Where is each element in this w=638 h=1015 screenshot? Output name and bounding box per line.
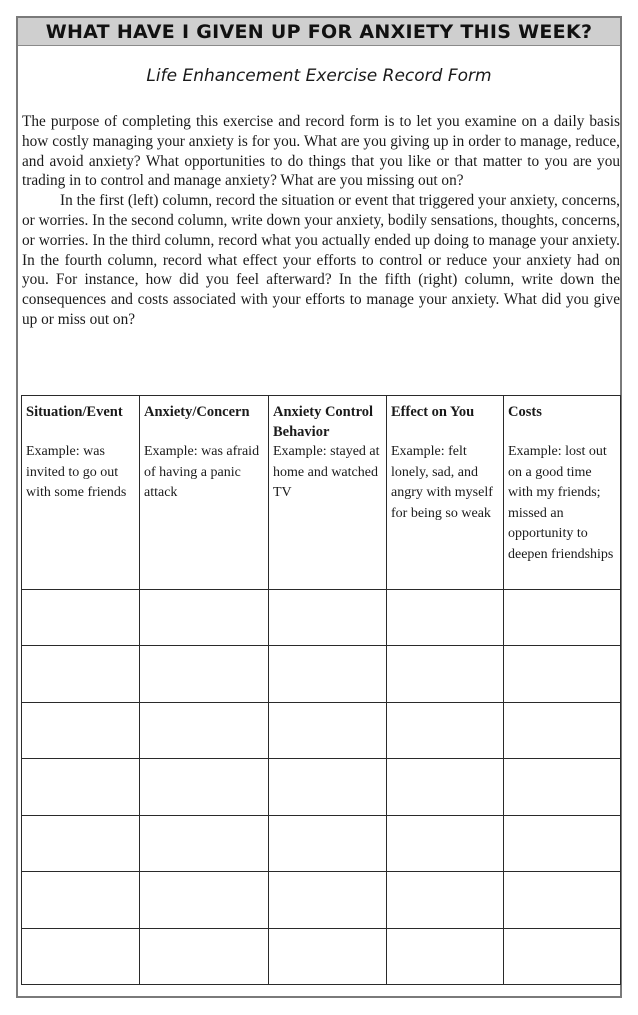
entry-cell-costs[interactable] bbox=[504, 872, 621, 929]
entry-cell-anxiety-concern[interactable] bbox=[140, 759, 269, 816]
table-row bbox=[22, 702, 621, 759]
entry-cell-effect[interactable] bbox=[387, 702, 504, 759]
instructions bbox=[22, 112, 620, 330]
entry-cell-control-behavior[interactable] bbox=[269, 872, 387, 929]
column-header-anxiety-concern: Anxiety/Concern bbox=[140, 396, 269, 443]
entry-cell-control-behavior[interactable] bbox=[269, 646, 387, 703]
entry-cell-situation[interactable] bbox=[22, 928, 140, 985]
entry-cell-costs[interactable] bbox=[504, 646, 621, 703]
entry-cell-anxiety-concern[interactable] bbox=[140, 928, 269, 985]
entry-cell-anxiety-concern[interactable] bbox=[140, 815, 269, 872]
entry-cell-effect[interactable] bbox=[387, 928, 504, 985]
entry-cell-effect[interactable] bbox=[387, 815, 504, 872]
entry-cell-costs[interactable] bbox=[504, 928, 621, 985]
example-row bbox=[22, 442, 621, 589]
column-header-costs: Costs bbox=[504, 396, 621, 443]
table-row bbox=[22, 872, 621, 929]
entry-cell-effect[interactable] bbox=[387, 589, 504, 646]
example-costs: Example: lost out on a good time with my friends; missed an opportunity to deepen friendships bbox=[504, 442, 621, 589]
entry-cell-situation[interactable] bbox=[22, 702, 140, 759]
entry-cell-situation[interactable] bbox=[22, 872, 140, 929]
record-table bbox=[21, 395, 621, 985]
entry-cell-effect[interactable] bbox=[387, 759, 504, 816]
instructions-paragraph-1: The purpose of completing this exercise and record form is to let you examine on a daily basis how costly managing your anxiety is for you. What are you giving up in order to manage, reduce, and avoid anxiety? What opportunities to do things that you like or that matter to you are you trading in to control and manage anxiety? What are you missing out on? bbox=[22, 113, 620, 190]
entry-cell-situation[interactable] bbox=[22, 815, 140, 872]
entry-cell-effect[interactable] bbox=[387, 872, 504, 929]
entry-cell-control-behavior[interactable] bbox=[269, 702, 387, 759]
entry-cell-situation[interactable] bbox=[22, 646, 140, 703]
column-header-control-behavior: Anxiety Control Behavior bbox=[269, 396, 387, 443]
example-anxiety-concern: Example: was afraid of having a panic attack bbox=[140, 442, 269, 589]
table-row bbox=[22, 646, 621, 703]
entry-cell-control-behavior[interactable] bbox=[269, 759, 387, 816]
entry-cell-situation[interactable] bbox=[22, 759, 140, 816]
entry-cell-costs[interactable] bbox=[504, 702, 621, 759]
table-row bbox=[22, 928, 621, 985]
entry-cell-costs[interactable] bbox=[504, 759, 621, 816]
table-row bbox=[22, 759, 621, 816]
example-situation: Example: was invited to go out with some friends bbox=[22, 442, 140, 589]
entry-cell-effect[interactable] bbox=[387, 646, 504, 703]
entry-cell-anxiety-concern[interactable] bbox=[140, 702, 269, 759]
example-effect: Example: felt lonely, sad, and angry with myself for being so weak bbox=[387, 442, 504, 589]
entry-cell-anxiety-concern[interactable] bbox=[140, 646, 269, 703]
entry-cell-costs[interactable] bbox=[504, 589, 621, 646]
column-header-effect: Effect on You bbox=[387, 396, 504, 443]
column-header-situation: Situation/Event bbox=[22, 396, 140, 443]
example-control-behavior: Example: stayed at home and watched TV bbox=[269, 442, 387, 589]
title-banner bbox=[18, 18, 620, 46]
entry-cell-anxiety-concern[interactable] bbox=[140, 589, 269, 646]
table-header-row bbox=[22, 396, 621, 443]
entry-cell-control-behavior[interactable] bbox=[269, 815, 387, 872]
instructions-paragraph-2: In the first (left) column, record the situation or event that triggered your anxiety, concerns, or worries. In the second column, write down your anxiety, bodily sensations, thoughts, concerns, or worries. In the third column, record what you actually ended up doing to manage your anxiety. In the fourth column, record what effect your efforts to control or reduce your anxiety had on you. For instance, how did you feel afterward? In the fifth (right) column, write down the consequences and costs associated with your efforts to manage your anxiety. What did you give up or miss out on? bbox=[22, 192, 620, 328]
entry-cell-control-behavior[interactable] bbox=[269, 928, 387, 985]
blank-entry-rows bbox=[22, 589, 621, 985]
entry-cell-situation[interactable] bbox=[22, 589, 140, 646]
entry-cell-control-behavior[interactable] bbox=[269, 589, 387, 646]
table-row bbox=[22, 589, 621, 646]
form-subtitle: Life Enhancement Exercise Record Form bbox=[146, 66, 492, 86]
entry-cell-costs[interactable] bbox=[504, 815, 621, 872]
table-row bbox=[22, 815, 621, 872]
page-title: WHAT HAVE I GIVEN UP FOR ANXIETY THIS WEEK? bbox=[45, 20, 593, 43]
entry-cell-anxiety-concern[interactable] bbox=[140, 872, 269, 929]
